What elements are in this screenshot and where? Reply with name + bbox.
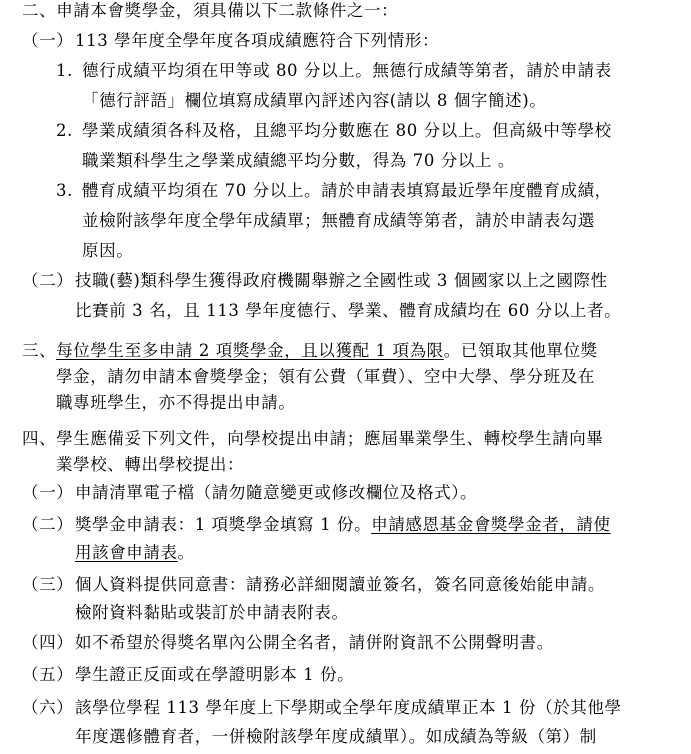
section-4-item-2-line-1 xyxy=(75,514,611,536)
section-2-item-1-sub-2-line-2: 職業類科學生之學業成績總平均分數，得為 70 分以上 。 xyxy=(82,151,516,170)
section-4-item-2-underlined-2: 用該會申請表 xyxy=(75,543,178,562)
section-4-item-2-text: 獎學金申請表：1 項獎學金填寫 1 份。 xyxy=(75,515,372,534)
section-2-item-1-sub-3-line-1: 體育成績平均須在 70 分以上。請於申請表填寫最近學年度體育成績， xyxy=(82,181,612,200)
section-2-item-1-sub-3-line-3: 原因。 xyxy=(82,241,134,260)
section-4-item-3-line-2: 檢附資料黏貼或裝訂於申請表附表。 xyxy=(75,603,349,622)
section-4-item-6-line-2: 年度選修體育者，一併檢附該學年度成績單）。如成績為等級（第）制 xyxy=(75,727,597,746)
section-3-line-3: 職專班學生，亦不得提出申請。 xyxy=(56,393,296,412)
section-3-underlined-rule: 每位學生至多申請 2 項獎學金，且以獲配 1 項為限 xyxy=(56,341,444,360)
section-4-heading: 四、學生應備妥下列文件，向學校提出申請；應屆畢業學生、轉校學生請向畢 xyxy=(22,429,604,448)
section-4-item-6-label: （六） xyxy=(22,698,74,717)
section-2-item-1-sub-3-num: 3. xyxy=(56,181,73,200)
section-2-item-2-line-2: 比賽前 3 名，且 113 學年度德行、學業、體育成績均在 60 分以上者。 xyxy=(75,301,622,320)
section-4-item-1-text: 申請清單電子檔（請勿隨意變更或修改欄位及格式）。 xyxy=(75,483,478,502)
section-2-item-1-label: （一） xyxy=(22,31,74,50)
section-4-item-2-underlined: 申請感恩基金會獎學金者，請使 xyxy=(371,515,611,534)
section-2-item-2-label: （二） xyxy=(22,271,74,290)
section-4-item-1-label: （一） xyxy=(22,483,74,502)
section-2-item-1-sub-2-num: 2. xyxy=(56,121,73,140)
section-4-item-5-label: （五） xyxy=(22,665,74,684)
section-4-item-2-line-2 xyxy=(75,542,195,564)
section-4-item-2-tail: 。 xyxy=(177,543,195,562)
section-2-item-1-sub-2-line-1: 學業成績須各科及格，且總平均分數應在 80 分以上。但高級中等學校 xyxy=(82,121,612,140)
section-4-item-4-text: 如不希望於得獎名單內公開全名者，請併附資訊不公開聲明書。 xyxy=(75,633,554,652)
section-2-item-1-sub-1-line-1: 德行成績平均須在甲等或 80 分以上。無德行成績等第者，請於申請表 xyxy=(82,61,612,80)
section-4-item-2-label: （二） xyxy=(22,515,74,534)
section-4-item-4-label: （四） xyxy=(22,633,74,652)
section-3-rest: 。已領取其他單位獎 xyxy=(443,341,598,360)
section-4-item-3-label: （三） xyxy=(22,575,74,594)
section-2-item-2-line-1: 技職(藝)類科學生獲得政府機關舉辦之全國性或 3 個國家以上之國際性 xyxy=(75,271,608,290)
section-4-heading-cont: 業學校、轉出學校提出： xyxy=(56,455,245,474)
section-2-item-1-sub-1-num: 1. xyxy=(56,61,73,80)
section-2-item-1-sub-3-line-2: 並檢附該學年度全學年成績單；無體育成績等第者，請於申請表勾選 xyxy=(82,211,595,230)
section-2-item-1-sub-1-line-2: 「德行評語」欄位填寫成績單內評述內容(請以 8 個字簡述)。 xyxy=(82,91,547,110)
section-2-heading: 二、申請本會獎學金，須具備以下二款條件之一： xyxy=(22,1,399,20)
section-3-prefix: 三、 xyxy=(22,341,57,360)
section-3-line-2: 學金，請勿申請本會獎學金；領有公費（軍費）、空中大學、學分班及在 xyxy=(56,367,595,386)
section-2-item-1-text: 113 學年度全學年度各項成績應符合下列情形： xyxy=(75,31,440,50)
section-4-item-6-line-1: 該學位學程 113 學年度上下學期或全學年度成績單正本 1 份（於其他學 xyxy=(75,698,622,717)
section-3-line-1 xyxy=(22,340,598,362)
section-4-item-5-text: 學生證正反面或在學證明影本 1 份。 xyxy=(75,665,355,684)
section-4-item-3-line-1: 個人資料提供同意書：請務必詳細閱讀並簽名，簽名同意後始能申請。 xyxy=(75,575,606,594)
